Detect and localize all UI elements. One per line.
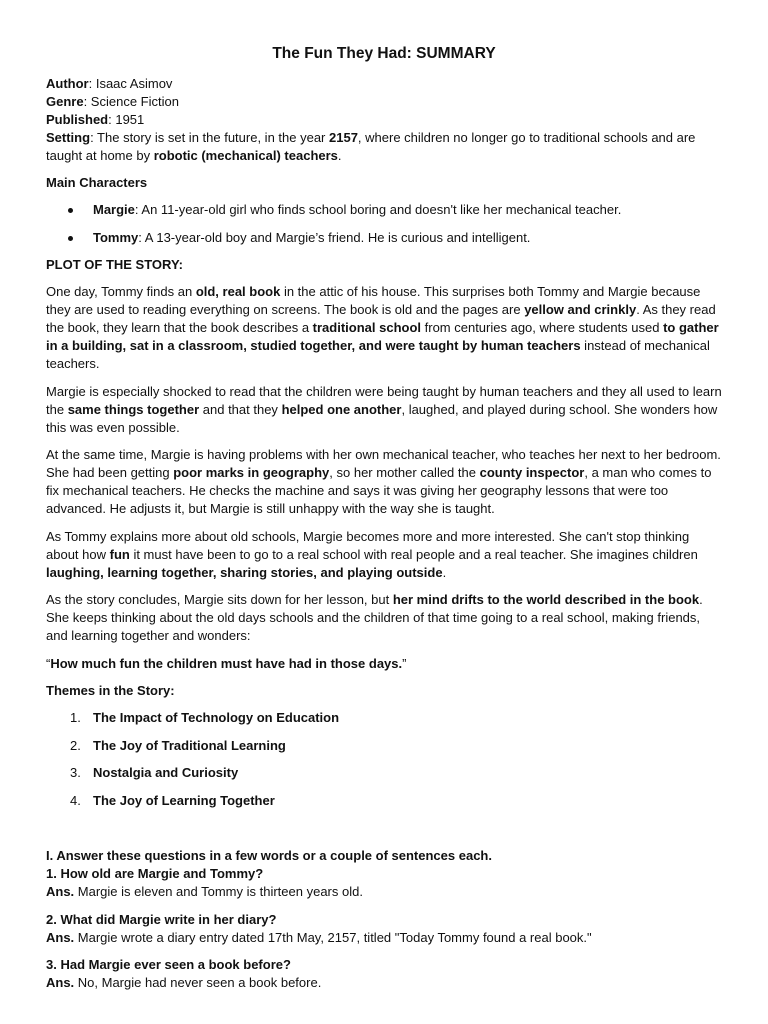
page-title: The Fun They Had: SUMMARY (272, 45, 496, 62)
characters-list (46, 201, 722, 247)
questions-heading: I. Answer these questions in a few words or a couple of sentences each. (46, 848, 492, 863)
setting-label: Setting (46, 130, 91, 145)
paragraph-emphasis: traditional school (312, 320, 422, 335)
themes-heading: Themes in the Story: (46, 683, 175, 698)
author-label: Author (46, 76, 89, 91)
paragraph-text: it must have been to go to a real school with real people and a real teacher. She imagines children (129, 546, 698, 562)
paragraph-text: . As they read the book, they learn that the book describes a (46, 302, 716, 335)
list-number: 4. (70, 792, 81, 808)
paragraph-emphasis: yellow and crinkly (524, 302, 637, 317)
paragraph-text: in the attic of his house. This surprises both Tommy and Margie because they are used to reading everything on screens. The book is old and the pages are (46, 284, 701, 317)
list-item (46, 201, 722, 219)
author-value: : Isaac Asimov (88, 76, 173, 91)
answer-line (46, 929, 722, 947)
paragraph-emphasis: county inspector (479, 465, 585, 480)
themes-list (46, 709, 722, 810)
plot-paragraph-3 (46, 446, 722, 518)
question-block-3 (46, 956, 722, 992)
paragraph-text: . She keeps thinking about the old days schools and the children of that time going to a real school, making friends, and learning together and wonders: (46, 592, 703, 643)
answer-line (46, 974, 722, 992)
setting-text: . (337, 148, 342, 163)
published-value: : 1951 (108, 112, 145, 127)
paragraph-text: One day, Tommy finds an (46, 284, 196, 299)
paragraph-emphasis: laughing, learning together, sharing stories, and playing outside (46, 564, 443, 580)
paragraph-emphasis: to gather in a building, sat in a classroom, studied together, and were taught by human teachers (46, 320, 719, 353)
list-number: 1. (70, 710, 81, 725)
characters-heading: Main Characters (46, 175, 148, 190)
theme-text: The Joy of Learning Together (93, 792, 275, 808)
quote-mark: “ (46, 655, 51, 671)
plot-paragraph-5 (46, 591, 722, 645)
setting-line (46, 129, 722, 165)
question-text: 3. Had Margie ever seen a book before? (46, 957, 291, 972)
paragraph-text: instead of mechanical teachers. (46, 338, 710, 371)
paragraph-emphasis: fun (109, 546, 130, 562)
genre-value: : Science Fiction (83, 94, 179, 109)
list-item (46, 709, 722, 727)
list-item (46, 764, 722, 782)
paragraph-text: Margie is especially shocked to read that the children were being taught by human teachers and they all used to learn the (46, 383, 722, 417)
paragraph-emphasis: her mind drifts to the world described in the book (392, 592, 700, 607)
paragraph-text: , so her mother called the (329, 465, 480, 480)
question-text: 1. How old are Margie and Tommy? (46, 866, 264, 881)
bullet-icon (68, 208, 73, 213)
question-block-2 (46, 911, 722, 947)
setting-text: : The story is set in the future, in the year (90, 130, 329, 145)
setting-teachers: robotic (mechanical) teachers (153, 148, 338, 163)
theme-text: The Joy of Traditional Learning (93, 737, 286, 753)
paragraph-text: , laughed, and played during school. She wonders how this was even possible. (46, 401, 718, 435)
theme-text: The Impact of Technology on Education (93, 710, 340, 725)
bullet-icon (68, 236, 73, 241)
character-desc: : A 13-year-old boy and Margie’s friend. He is curious and intelligent. (138, 229, 531, 245)
list-item (46, 737, 722, 755)
paragraph-emphasis: poor marks in geography (173, 465, 330, 480)
question-block-1 (46, 847, 722, 901)
plot-paragraph-1 (46, 283, 722, 373)
list-item (46, 792, 722, 810)
paragraph-emphasis: old, real book (195, 284, 281, 299)
answer-line (46, 883, 722, 901)
answer-text: No, Margie had never seen a book before. (74, 975, 322, 990)
paragraph-text: and that they (199, 401, 282, 417)
paragraph-text: As the story concludes, Margie sits down for her lesson, but (46, 592, 393, 607)
plot-paragraph-4 (46, 528, 722, 582)
book-details (46, 75, 722, 165)
paragraph-text: As Tommy explains more about old schools, Margie becomes more and more interested. She can't stop thinking about how (46, 528, 690, 562)
theme-text: Nostalgia and Curiosity (93, 765, 239, 780)
character-name: Tommy (93, 229, 139, 245)
published-line (46, 111, 722, 129)
plot-paragraph-2 (46, 383, 722, 437)
quote-text: How much fun the children must have had in those days. (50, 655, 403, 671)
quote-mark: ” (402, 655, 407, 671)
genre-label: Genre (46, 94, 84, 109)
paragraph-text: At the same time, Margie is having problems with her own mechanical teacher, who teaches her next to her bedroom. She had been getting (46, 447, 721, 480)
paragraph-text: . (442, 564, 447, 580)
answer-text: Margie is eleven and Tommy is thirteen years old. (74, 884, 363, 899)
closing-quote (46, 655, 722, 673)
character-name: Margie (93, 202, 135, 217)
character-desc: : An 11-year-old girl who finds school boring and doesn't like her mechanical teacher. (134, 202, 622, 217)
paragraph-text: from centuries ago, where students used (421, 320, 664, 335)
answer-label: Ans. (46, 975, 75, 990)
answer-label: Ans. (46, 929, 75, 945)
answer-text: Margie wrote a diary entry dated 17th May, 2157, titled "Today Tommy found a real book." (74, 929, 592, 945)
published-label: Published (46, 112, 109, 127)
list-item (46, 229, 722, 247)
section-spacer (46, 819, 722, 847)
answer-label: Ans. (46, 884, 75, 899)
setting-text: , where children no longer go to traditional schools and are taught at home by (46, 130, 696, 163)
list-number: 2. (70, 737, 81, 753)
paragraph-emphasis: helped one another (281, 401, 402, 417)
question-text: 2. What did Margie write in her diary? (46, 911, 277, 927)
plot-heading: PLOT OF THE STORY: (46, 257, 183, 272)
author-line (46, 75, 722, 93)
list-number: 3. (70, 765, 81, 780)
genre-line (46, 93, 722, 111)
paragraph-text: , a man who comes to fix mechanical teachers. He checks the machine and says it was giving her geography lessons that were too advanced. He adjusts it, but Margie is still unhappy with the way she is taught. (46, 465, 712, 516)
paragraph-emphasis: same things together (67, 401, 200, 417)
setting-year: 2157 (329, 130, 358, 145)
